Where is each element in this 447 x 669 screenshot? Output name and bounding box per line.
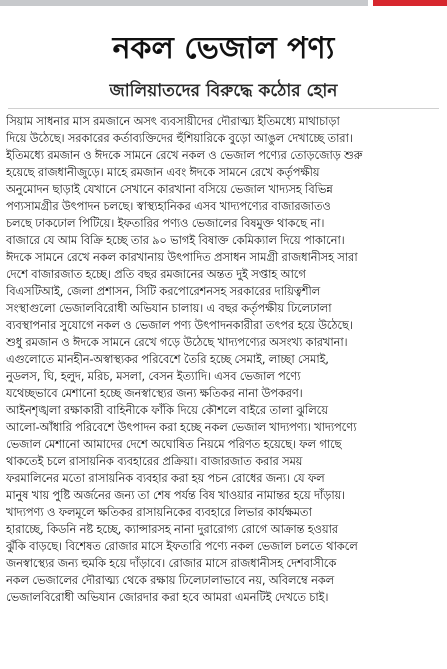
body-text-line: বাজারে যে আম বিক্রি হচ্ছে তার ৯০ ভাগই বিষাক্ত কেমিক্যাল দিয়ে পাকানো। [6, 233, 345, 247]
body-text-line: বিএসটিআই, জেলা প্রশাসন, সিটি করপোরেশনসহ সরকারের দায়িত্বশীল [6, 284, 320, 298]
body-text-line: দেশে বাজারজাত হচ্ছে। প্রতি বছর রমজানের অন্তত দুই সপ্তাহ আগে [6, 267, 306, 281]
header-divider [8, 108, 439, 109]
body-text-line: খাদ্যপণ্য ও ফলমূলে ক্ষতিকর রাসায়নিকের ব্যবহারে লিভার কার্যক্ষমতা [6, 505, 312, 519]
body-text-line: অনুমোদন ছাড়াই যেখানে সেখানে কারখানা বসিয়ে ভেজাল খাদ্যসহ বিভিন্ন [6, 182, 333, 196]
body-text-line: মানুষ খায় পুষ্টি অর্জনের জন্য তা শেষ পর্যন্ত বিষ খাওয়ার নামান্তর হয়ে দাঁড়ায়। [6, 488, 345, 502]
body-text-line: ঈদকে সামনে রেখে নকল কারখানায় উৎপাদিত প্রসাধন সামগ্রী রাজধানীসহ সারা [6, 250, 358, 264]
body-text-line: হয়েছে রাজধানীজুড়ে। মাহে রমজান এবং ঈদকে সামনে রেখে কর্তৃপক্ষীয় [6, 165, 320, 179]
body-text-line: ঝুঁকি বাড়ছে। বিশেষত রোজার মাসে ইফতারি পণ্যে নকল ভেজাল চলতে থাকলে [6, 539, 358, 553]
body-text-line: এগুলোতে মানহীন-অস্বাস্থ্যকর পরিবেশে তৈরি হচ্ছে সেমাই, লাচ্ছা সেমাই, [6, 352, 329, 366]
body-text-line: ভেজালবিরোধী অভিযান জোরদার করা হবে আমরা এমনটিই দেখতে চাই। [6, 590, 329, 604]
body-text-line: জনস্বাস্থ্যের জন্য হুমকি হয়ে দাঁড়াবে। রোজার মাসে রাজধানীসহ দেশবাসীকে [6, 556, 337, 570]
article-subheadline: জালিয়াতদের বিরুদ্ধে কঠোর হোন [109, 81, 338, 101]
body-text-line: থাকতেই চলে রাসায়নিক ব্যবহারের প্রক্রিয়া। বাজারজাত করার সময় [6, 454, 303, 468]
body-text-line: আইনশৃঙ্খলা রক্ষাকারী বাহিনীকে ফাঁকি দিয়ে কৌশলে বাইরে তালা ঝুলিয়ে [6, 403, 328, 417]
body-text-line: নুডলস, ঘি, হলুদ, মরিচ, মসলা, বেসন ইত্যাদি। এসব ভেজাল পণ্যে [6, 369, 301, 383]
top-bar-red-segment [373, 0, 447, 6]
article-body [6, 113, 442, 665]
body-text-line: শুধু রমজান ও ঈদকে সামনে রেখে গড়ে উঠেছে খাদ্যপণ্যের অসংখ্য কারখানা। [6, 335, 348, 349]
body-text-line: ভেজাল মেশানো আমাদের দেশে অঘোষিত নিয়মে পরিণত হয়েছে। ফল গাছে [6, 437, 342, 451]
body-text-line: হারাচ্ছে, কিডনি নষ্ট হচ্ছে, ক্যান্সারসহ নানা দুরারোগ্য রোগে আক্রান্ত হওয়ার [6, 522, 338, 536]
body-text-line: চলছে ঢাকঢোল পিটিয়ে। ইফতারির পণ্যও ভেজালের বিষমুক্ত থাকছে না। [6, 216, 325, 230]
top-color-bar [0, 0, 447, 6]
top-bar-gray-segment [0, 0, 368, 6]
body-text-line: দিয়ে উঠেছে। সরকারের কর্তাব্যক্তিদের হুঁশিয়ারিকে বুড়ো আঙুল দেখাচ্ছে তারা। [6, 131, 353, 145]
body-text-line: ফরমালিনের মতো রাসায়নিক ব্যবহার করা হয় পচন রোধের জন্য। যে ফল [6, 471, 325, 485]
body-text-line: সংস্থাগুলো ভেজালবিরোধী অভিযান চালায়। এ বছর কর্তৃপক্ষীয় ঢিলেঢালা [6, 301, 332, 315]
body-text-line: পণ্যসামগ্রীর উৎপাদন চলছে। স্বাস্থ্যহানিকর এসব খাদ্যপণ্যের বাজারজাতও [6, 199, 331, 213]
body-text-line: ইতিমধ্যে রমজান ও ঈদকে সামনে রেখে নকল ও ভেজাল পণ্যের তোড়জোড় শুরু [6, 148, 363, 162]
article-headline: নকল ভেজাল পণ্য [112, 31, 335, 66]
body-text-line: যথেচ্ছভাবে মেশানো হচ্ছে জনস্বাস্থ্যের জন্য ক্ষতিকর নানা উপকরণ। [6, 386, 303, 400]
body-text-line: সিয়াম সাধনার মাস রমজানে অসৎ ব্যবসায়ীদের দৌরাত্ম্য ইতিমধ্যে মাথাচাড়া [6, 114, 340, 128]
body-text-line: নকল ভেজালের দৌরাত্ম্য থেকে রক্ষায় ঢিলেঢালাভাবে নয়, অবিলম্বে নকল [6, 573, 334, 587]
body-text-line: আলো-আঁধারি পরিবেশে উৎপাদন করা হচ্ছে নকল ভেজাল খাদ্যপণ্য। খাদ্যপণ্যে [6, 420, 357, 434]
body-text-line: ব্যবস্থাপনার সুযোগে নকল ও ভেজাল পণ্য উৎপাদনকারীরা তৎপর হয়ে উঠেছে। [6, 318, 353, 332]
